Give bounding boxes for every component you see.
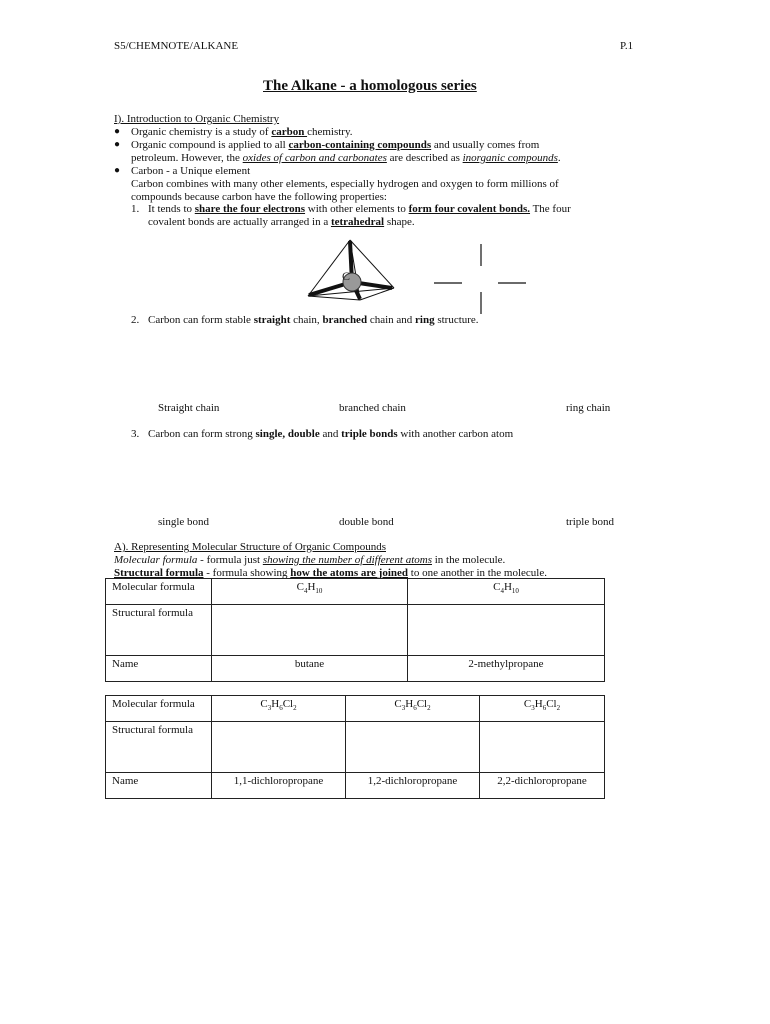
- label-straight-chain: Straight chain: [158, 402, 220, 414]
- structural-formula-cell: [212, 722, 346, 773]
- point-3-number: 3.: [131, 428, 140, 440]
- row-label: Name: [106, 656, 212, 682]
- table-row: [106, 656, 605, 682]
- row-label: Name: [106, 773, 212, 799]
- label-triple-bond: triple bond: [566, 516, 614, 528]
- molecular-formula-cell: $C_3H_6Cl_2$: [212, 696, 346, 722]
- molecular-formula-cell: $C_4H_{10}$: [212, 579, 408, 605]
- header-left: S5/CHEMNOTE/ALKANE: [114, 40, 239, 52]
- name-cell: 1,2-dichloropropane: [346, 773, 480, 799]
- header-right: P.1: [620, 40, 634, 52]
- point-1-line-1: It tends to share the four electrons with other elements to form four covalent bonds. The four: [148, 203, 571, 215]
- tetrahedron-edge: [308, 296, 360, 300]
- name-cell: butane: [212, 656, 408, 682]
- point-2-text: Carbon can form stable straight chain, branched chain and ring structure.: [148, 314, 479, 326]
- molecular-formula-definition: Molecular formula - formula just showing the number of different atoms in the molecule.: [114, 554, 506, 566]
- row-label: Structural formula: [106, 605, 212, 656]
- label-single-bond: single bond: [158, 516, 210, 528]
- label-branched-chain: branched chain: [339, 402, 406, 414]
- structural-formula-cell: [212, 605, 408, 656]
- label-double-bond: double bond: [339, 516, 394, 528]
- point-1-line-2: covalent bonds are actually arranged in a tetrahedral shape.: [148, 216, 415, 228]
- label-ring-chain: ring chain: [566, 402, 611, 414]
- isomer-table-1: [105, 578, 605, 682]
- table-row: [106, 722, 605, 773]
- isomer-table-2: [105, 695, 605, 799]
- structural-formula-cell: [480, 722, 605, 773]
- carbon-symbol: C: [342, 269, 351, 283]
- table-row: [106, 579, 605, 605]
- name-cell: 1,1-dichloropropane: [212, 773, 346, 799]
- row-label: Molecular formula: [106, 696, 212, 722]
- point-1-number: 1.: [131, 203, 140, 215]
- bullet-2-line-2: petroleum. However, the oxides of carbon and carbonates are described as inorganic compounds.: [131, 152, 561, 164]
- structural-formula-cell: [346, 722, 480, 773]
- name-cell: 2-methylpropane: [408, 656, 605, 682]
- bullet-1: Organic chemistry is a study of carbon chemistry.: [131, 126, 353, 138]
- table-row: [106, 773, 605, 799]
- bullet-2-line-1: Organic compound is applied to all carbon-containing compounds and usually comes from: [131, 139, 540, 151]
- structural-formula-definition: Structural formula - formula showing how the atoms are joined to one another in the molecule.: [114, 567, 547, 579]
- bullet-dot: ●: [114, 165, 121, 176]
- structural-formula-cell: [408, 605, 605, 656]
- section1-heading: I). Introduction to Organic Chemistry: [114, 113, 280, 125]
- bullet-3-line-3: compounds because carbon have the following properties:: [131, 191, 387, 203]
- bullet-dot: ●: [114, 126, 121, 137]
- molecular-formula-cell: $C_4H_{10}$: [408, 579, 605, 605]
- page-title: The Alkane - a homologous series: [263, 78, 477, 94]
- row-label: Structural formula: [106, 722, 212, 773]
- point-2-number: 2.: [131, 314, 140, 326]
- bullet-3-line-2: Carbon combines with many other elements, especially hydrogen and oxygen to form millions of: [131, 178, 559, 190]
- sectionA-heading: A). Representing Molecular Structure of Organic Compounds: [114, 541, 386, 553]
- tetrahedral-carbon-diagram: [300, 238, 400, 308]
- bullet-3-line-1: Carbon - a Unique element: [131, 165, 251, 177]
- table-row: [106, 696, 605, 722]
- bullet-dot: ●: [114, 139, 121, 150]
- molecular-formula-cell: $C_3H_6Cl_2$: [480, 696, 605, 722]
- table-row: [106, 605, 605, 656]
- row-label: Molecular formula: [106, 579, 212, 605]
- name-cell: 2,2-dichloropropane: [480, 773, 605, 799]
- point-3-text: Carbon can form strong single, double and triple bonds with another carbon atom: [148, 428, 514, 440]
- planar-carbon-diagram: [430, 240, 530, 316]
- molecular-formula-cell: $C_3H_6Cl_2$: [346, 696, 480, 722]
